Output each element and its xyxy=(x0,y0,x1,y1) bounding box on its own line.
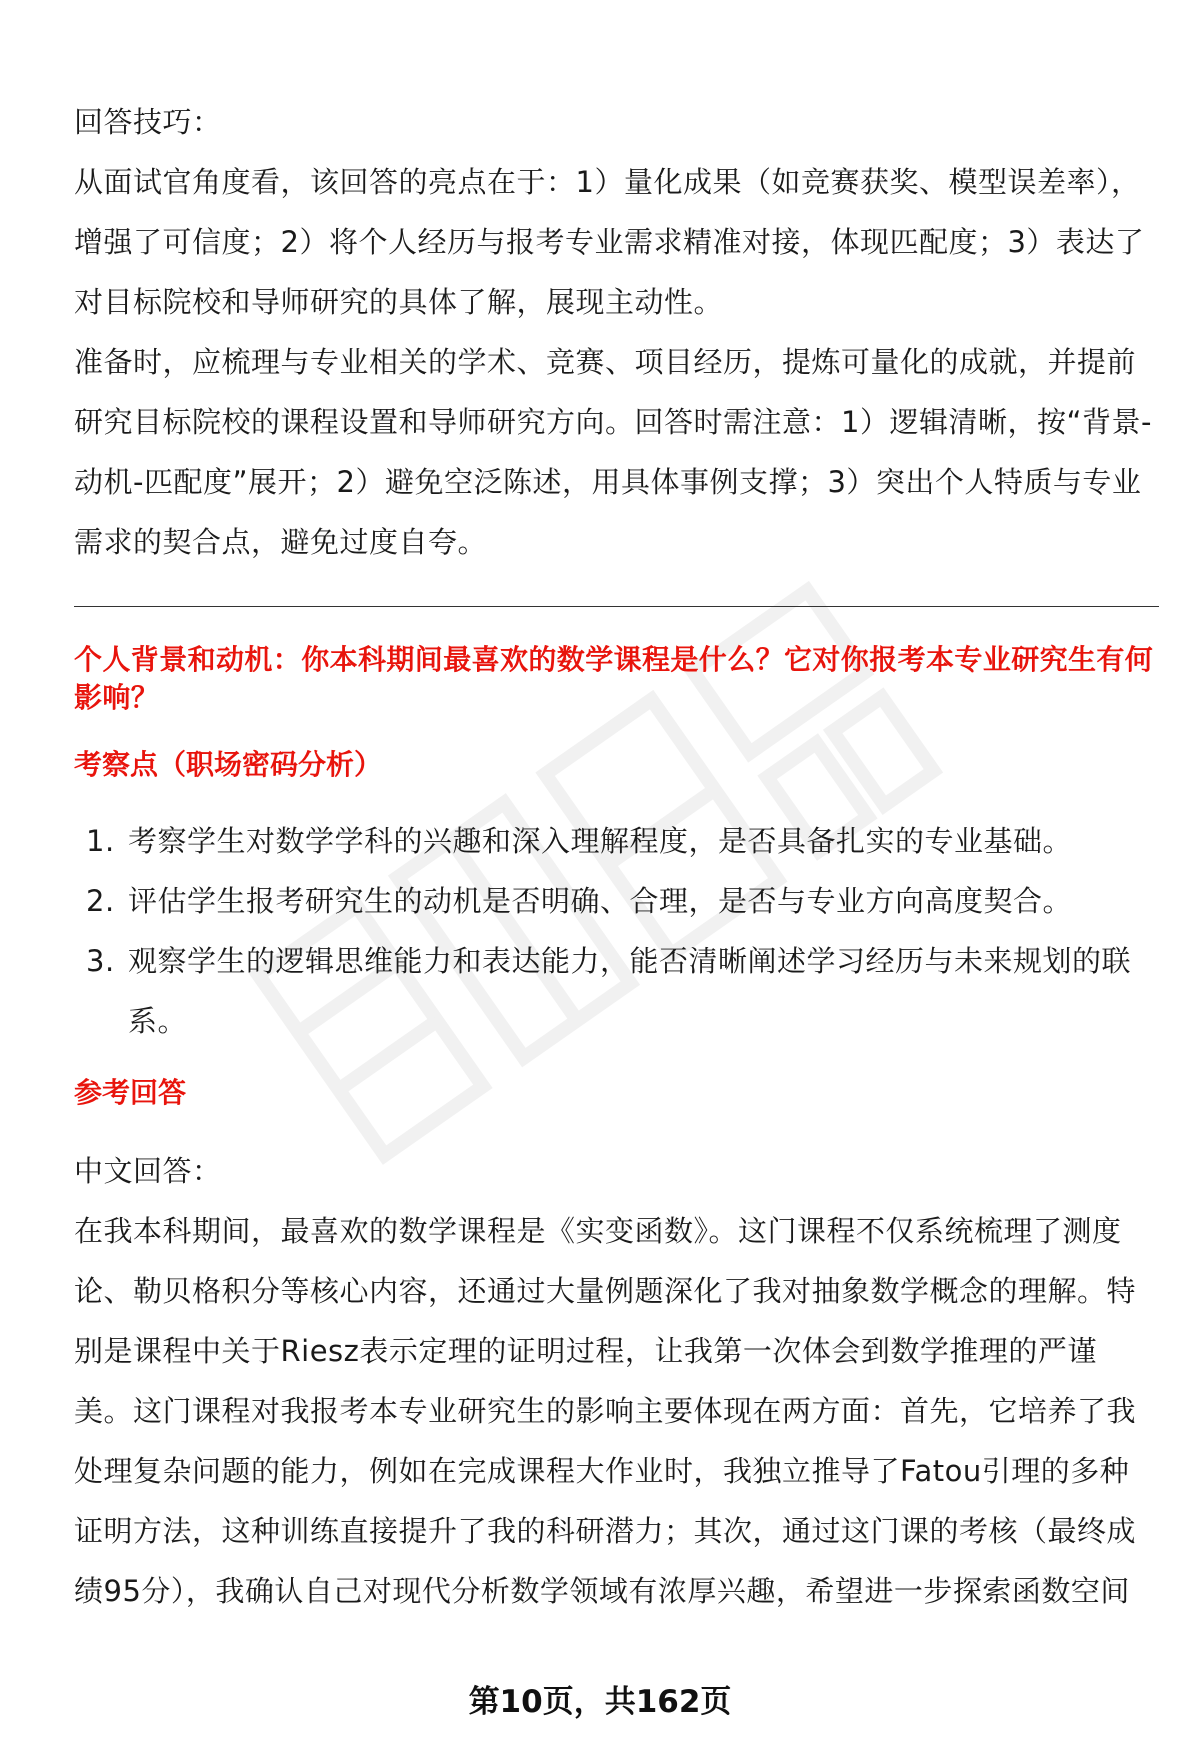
list-item-text: 考察学生对数学学科的兴趣和深入理解程度，是否具备扎实的专业基础。 xyxy=(128,824,1073,858)
list-item-number: 1. xyxy=(86,824,115,858)
list-item-number: 2. xyxy=(86,884,115,918)
tips-paragraph-1: 从面试官角度看，该回答的亮点在于：1）量化成果（如竞赛获奖、模型误差率），增强了可信度；2）将个人经历与报考专业需求精准对接，体现匹配度；3）表达了对目标院校和导师研究的具体了解，展现主动性。 xyxy=(74,165,1145,319)
list-item xyxy=(74,871,1154,931)
question-heading: 个人背景和动机：你本科期间最喜欢的数学课程是什么？它对你报考本专业研究生有何影响？ xyxy=(74,643,1154,714)
assessment-list xyxy=(74,811,1154,1051)
assessment-title: 考察点（职场密码分析） xyxy=(74,748,383,781)
list-item-text: 评估学生报考研究生的动机是否明确、合理，是否与专业方向高度契合。 xyxy=(128,884,1073,918)
reference-label: 中文回答： xyxy=(74,1154,222,1188)
list-item-text: 观察学生的逻辑思维能力和表达能力，能否清晰阐述学习经历与未来规划的联系。 xyxy=(128,944,1132,1038)
list-item-number: 3. xyxy=(86,944,115,978)
tips-label: 回答技巧： xyxy=(74,105,222,139)
page-footer: 第10页，共162页 xyxy=(468,1684,732,1720)
list-item xyxy=(74,931,1154,1051)
document-page xyxy=(74,92,1154,1621)
reference-paragraph: 在我本科期间，最喜欢的数学课程是《实变函数》。这门课程不仅系统梳理了测度论、勒贝格积分等核心内容，还通过大量例题深化了我对抽象数学概念的理解。特别是课程中关于Riesz表示定理的证明过程，让我第一次体会到数学推理的严谨美。这门课程对我报考本专业研究生的影响主要体现在两方面：首先，它培养了我处理复杂问题的能力，例如在完成课程大作业时，我独立推导了Fatou引理的多种证明方法，这种训练直接提升了我的科研潜力；其次，通过这门课的考核（最终成绩95分），我确认自己对现代分析数学领域有浓厚兴趣，希望进一步探索函数空间 xyxy=(74,1214,1137,1608)
list-item xyxy=(74,811,1154,871)
reference-title: 参考回答 xyxy=(74,1076,187,1109)
section-divider xyxy=(74,606,1159,607)
tips-paragraph-2: 准备时，应梳理与专业相关的学术、竞赛、项目经历，提炼可量化的成就，并提前研究目标院校的课程设置和导师研究方向。回答时需注意：1）逻辑清晰，按“背景-动机-匹配度”展开；2）避免空泛陈述，用具体事例支撑；3）突出个人特质与专业需求的契合点，避免过度自夸。 xyxy=(74,345,1152,559)
